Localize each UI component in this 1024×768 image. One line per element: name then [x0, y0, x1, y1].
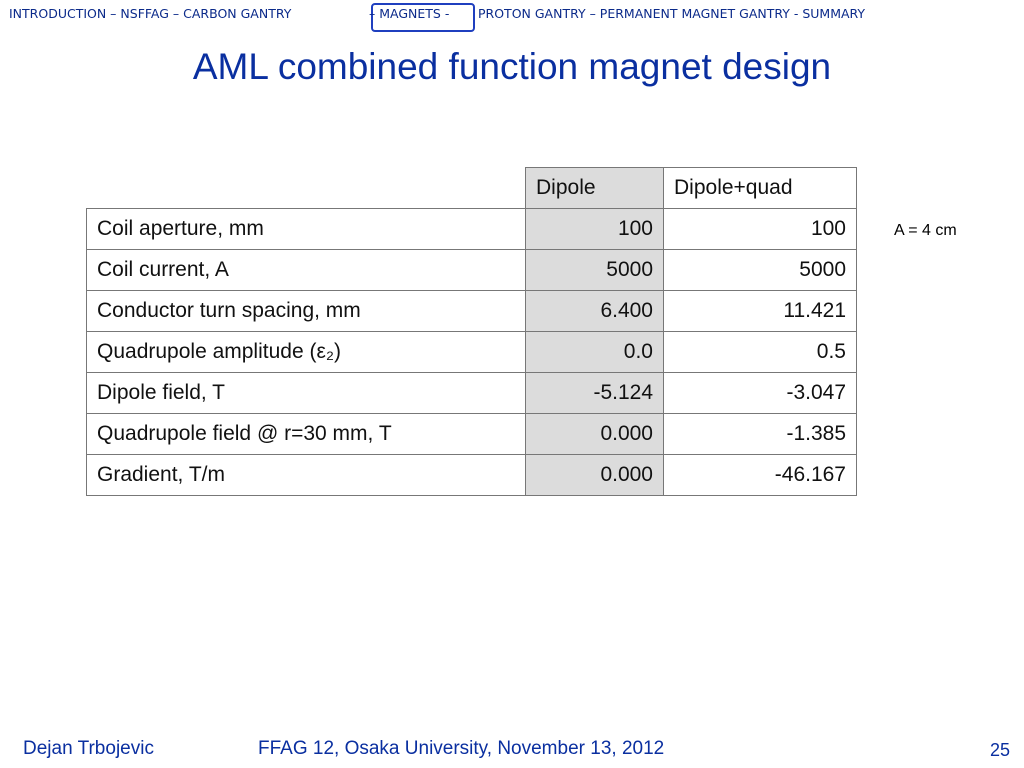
table-row — [87, 414, 857, 455]
nav-current-section[interactable]: – MAGNETS - — [369, 6, 450, 21]
nav-sections-after[interactable]: PROTON GANTRY – PERMANENT MAGNET GANTRY - SUMMARY — [478, 6, 866, 21]
footer-event: FFAG 12, Osaka University, November 13, 2012 — [258, 738, 665, 759]
table-row — [87, 291, 857, 332]
row-label: Coil aperture, mm — [87, 209, 526, 250]
header-dipole-quad: Dipole+quad — [664, 168, 857, 209]
dipole-quad-value: 100 — [664, 209, 857, 250]
dipole-quad-value: 11.421 — [664, 291, 857, 332]
table-row — [87, 209, 857, 250]
dipole-quad-value: -1.385 — [664, 414, 857, 455]
row-label: Dipole field, T — [87, 373, 526, 414]
dipole-value: 0.000 — [526, 455, 664, 496]
header-dipole: Dipole — [526, 168, 664, 209]
dipole-value: 5000 — [526, 250, 664, 291]
dipole-quad-value: 5000 — [664, 250, 857, 291]
row-label: Quadrupole field @ r=30 mm, T — [87, 414, 526, 455]
footer-author: Dejan Trbojevic — [23, 738, 154, 759]
row-label: Quadrupole amplitude (ε₂) — [87, 332, 526, 373]
section-navigation — [0, 3, 1024, 27]
row-label: Coil current, A — [87, 250, 526, 291]
row-label: Conductor turn spacing, mm — [87, 291, 526, 332]
page-number: 25 — [990, 740, 1011, 760]
aperture-annotation: A = 4 cm — [894, 222, 957, 239]
table-header-row — [87, 168, 857, 209]
row-label: Gradient, T/m — [87, 455, 526, 496]
dipole-value: 100 — [526, 209, 664, 250]
table-row — [87, 373, 857, 414]
header-blank-cell — [87, 168, 526, 209]
dipole-value: -5.124 — [526, 373, 664, 414]
dipole-quad-value: 0.5 — [664, 332, 857, 373]
dipole-quad-value: -46.167 — [664, 455, 857, 496]
slide-title: AML combined function magnet design — [192, 46, 832, 87]
nav-sections-before[interactable]: INTRODUCTION – NSFFAG – CARBON GANTRY — [9, 6, 292, 21]
table-row — [87, 332, 857, 373]
dipole-quad-value: -3.047 — [664, 373, 857, 414]
table-row — [87, 455, 857, 496]
dipole-value: 0.0 — [526, 332, 664, 373]
dipole-value: 6.400 — [526, 291, 664, 332]
magnet-parameters-table — [86, 167, 857, 496]
table-row — [87, 250, 857, 291]
dipole-value: 0.000 — [526, 414, 664, 455]
